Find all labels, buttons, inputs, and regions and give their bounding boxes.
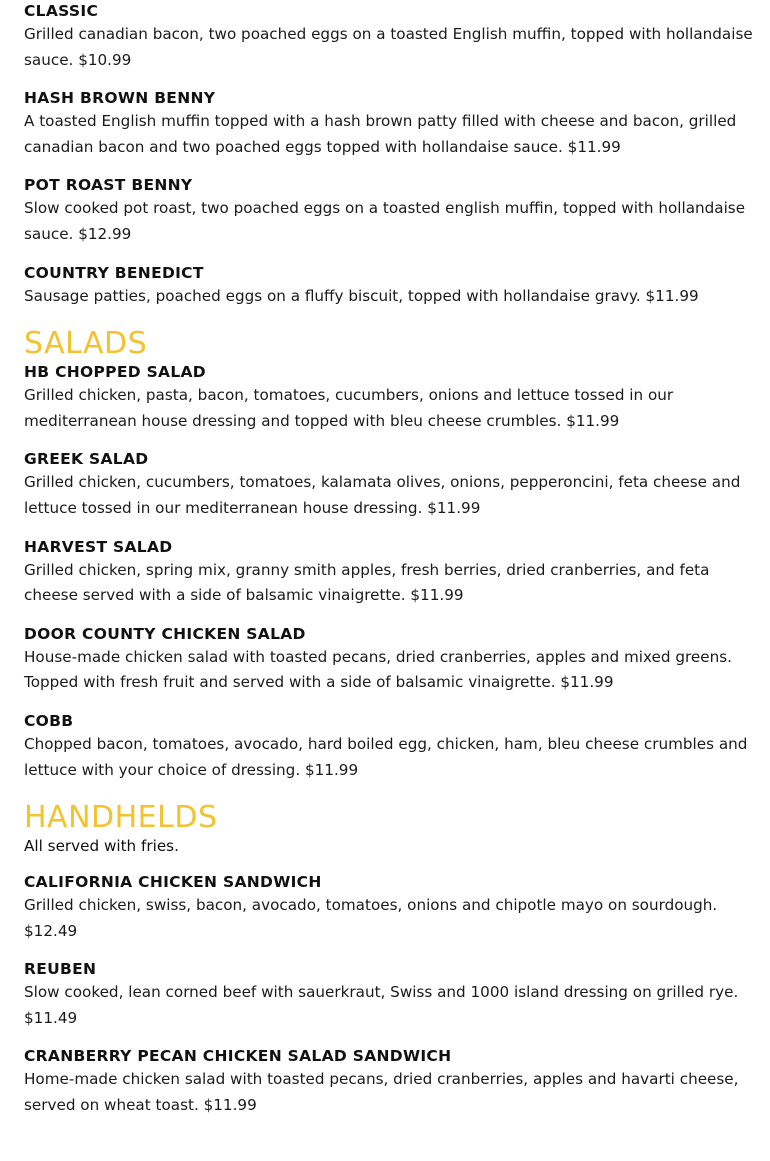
menu-item (24, 536, 754, 609)
menu-item-description: Grilled canadian bacon, two poached eggs on a toasted English muffin, topped with hollandaise sauce. $10.99 (24, 25, 753, 69)
menu-content (24, 0, 754, 1133)
menu-item (24, 174, 754, 247)
menu-item-title: CLASSIC (24, 2, 99, 20)
menu-item (24, 1045, 754, 1118)
menu-item (24, 623, 754, 696)
menu-item-description: Grilled chicken, cucumbers, tomatoes, kalamata olives, onions, pepperoncini, feta cheese and lettuce tossed in our mediterranean house dressing. $11.99 (24, 473, 741, 517)
menu-item-title: COUNTRY BENEDICT (24, 263, 204, 282)
menu-section-benedicts (24, 0, 754, 309)
menu-item-description: Home-made chicken salad with toasted pecans, dried cranberries, apples and havarti cheese, served on wheat toast. $11.99 (24, 1070, 739, 1115)
menu-item-title: POT ROAST BENNY (24, 176, 193, 195)
menu-item-description: House-made chicken salad with toasted pecans, dried cranberries, apples and mixed greens. Topped with fresh fruit and served with a side of balsamic vinaigrette. $11.99 (24, 647, 732, 692)
section-note: All served with fries. (24, 837, 179, 856)
menu-item-title: HB CHOPPED SALAD (24, 363, 206, 382)
menu-item-title: COBB (24, 711, 74, 730)
menu-item-description: Grilled chicken, spring mix, granny smith apples, fresh berries, dried cranberries, and feta cheese served with a side of balsamic vinaigrette. $11.99 (24, 560, 710, 605)
menu-section-handhelds (24, 801, 754, 1119)
menu-item-title: DOOR COUNTY CHICKEN SALAD (24, 624, 306, 643)
menu-item-description: Chopped bacon, tomatoes, avocado, hard boiled egg, chicken, ham, bleu cheese crumbles and lettuce with your choice of dressing. $11.99 (24, 734, 748, 779)
menu-item (24, 0, 754, 73)
menu-item-title: CRANBERRY PECAN CHICKEN SALAD SANDWICH (24, 1047, 452, 1066)
menu-item-title: HARVEST SALAD (24, 537, 173, 556)
menu-item-title: REUBEN (24, 960, 97, 979)
menu-item-title: HASH BROWN BENNY (24, 89, 216, 108)
section-heading-handhelds: HANDHELDS (24, 800, 218, 836)
menu-item (24, 710, 754, 783)
menu-item-description: Grilled chicken, swiss, bacon, avocado, tomatoes, onions and chipotle mayo on sourdough. $12.49 (24, 896, 718, 940)
menu-item-title: CALIFORNIA CHICKEN SANDWICH (24, 873, 322, 892)
section-heading-salads: SALADS (24, 326, 148, 362)
menu-item (24, 262, 754, 310)
menu-item (24, 361, 754, 434)
menu-item-description: Slow cooked pot roast, two poached eggs on a toasted english muffin, topped with hollandaise sauce. $12.99 (24, 199, 746, 243)
menu-item-description: A toasted English muffin topped with a hash brown patty filled with cheese and bacon, grilled canadian bacon and two poached eggs topped with hollandaise sauce. $11.99 (24, 112, 737, 156)
menu-item (24, 958, 754, 1031)
menu-item-description: Grilled chicken, pasta, bacon, tomatoes, cucumbers, onions and lettuce tossed in our mediterranean house dressing and topped with bleu cheese crumbles. $11.99 (24, 386, 674, 430)
menu-item-description: Slow cooked, lean corned beef with sauerkraut, Swiss and 1000 island dressing on grilled rye. $11.49 (24, 983, 739, 1027)
menu-item (24, 448, 754, 521)
menu-item (24, 87, 754, 160)
menu-item-description: Sausage patties, poached eggs on a fluffy biscuit, topped with hollandaise gravy. $11.99 (24, 286, 699, 305)
menu-item (24, 871, 754, 944)
menu-item-title: GREEK SALAD (24, 450, 149, 469)
menu-section-salads (24, 327, 754, 783)
